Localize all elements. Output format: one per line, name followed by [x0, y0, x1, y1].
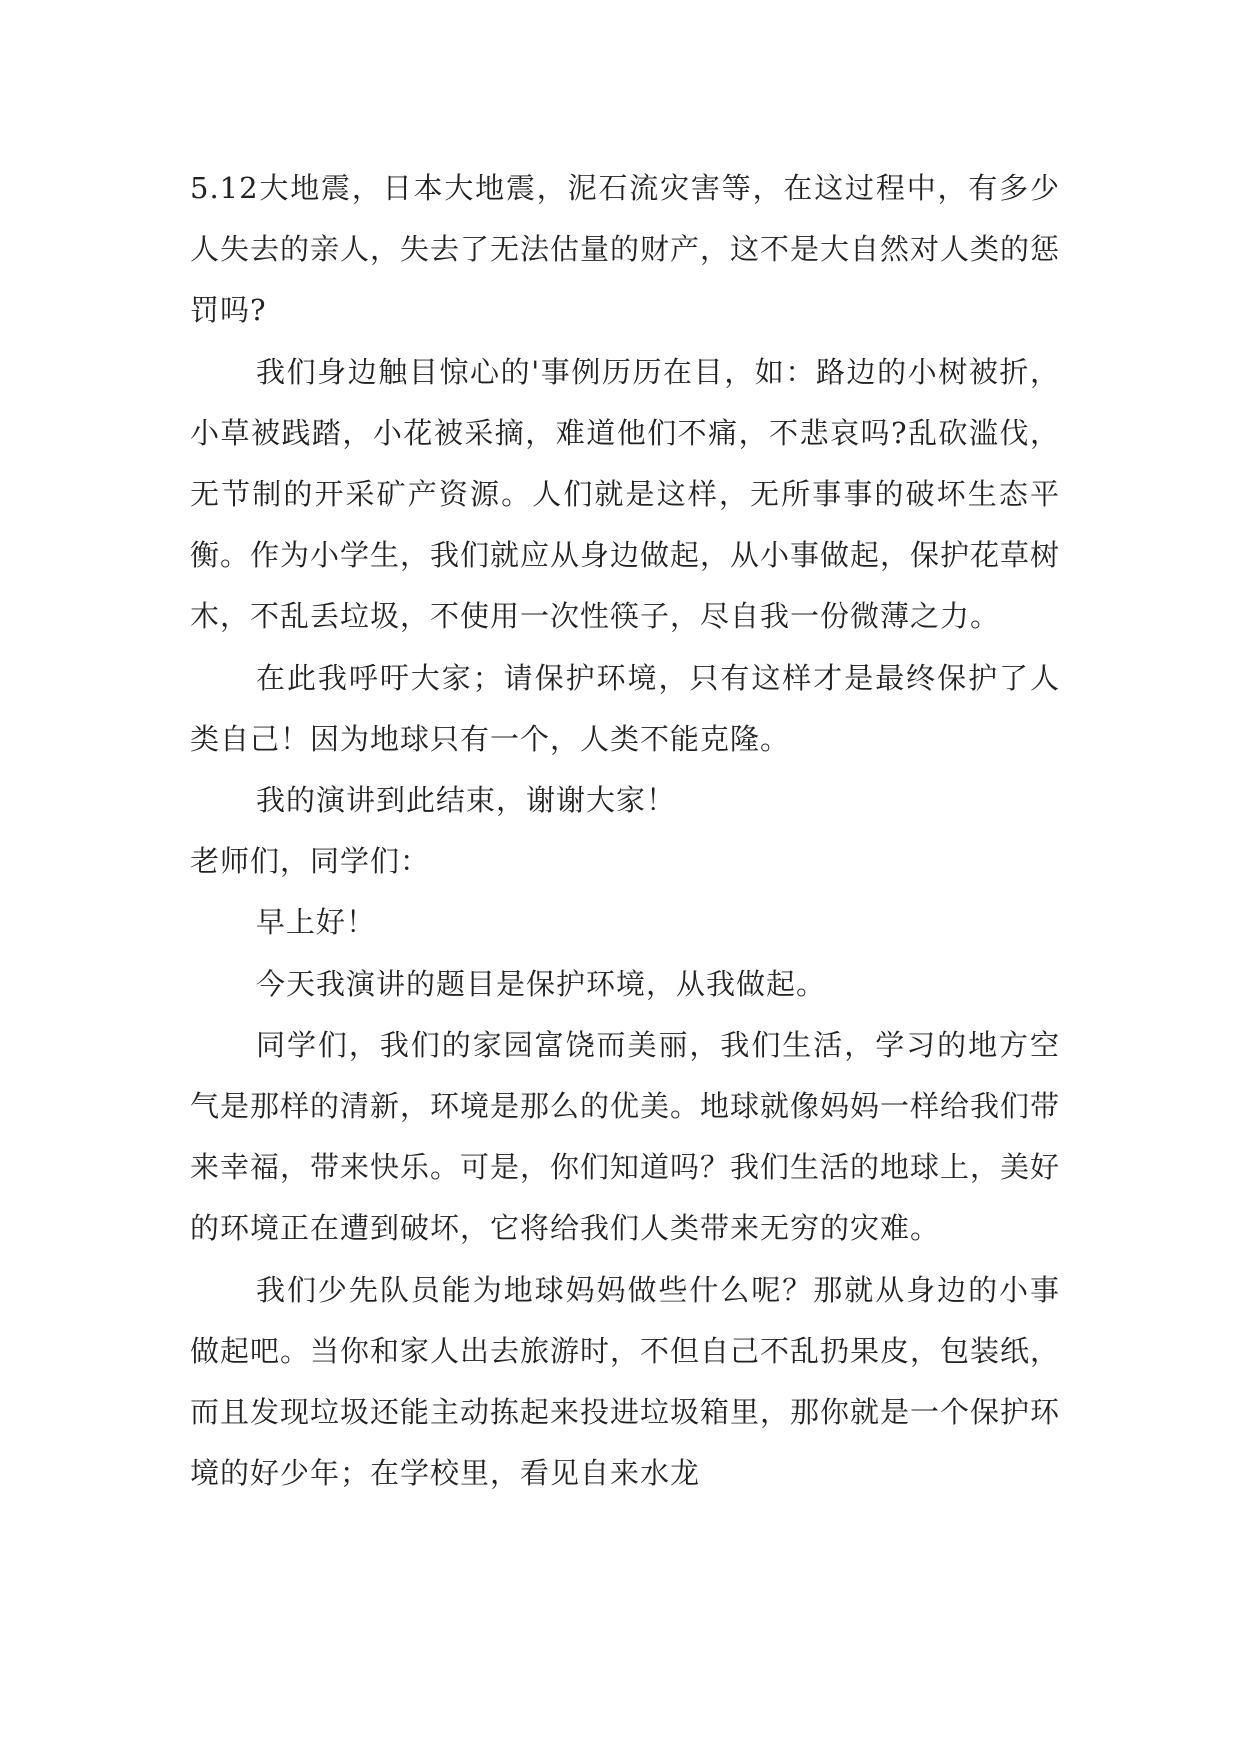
paragraph-homeland: 同学们，我们的家园富饶而美丽，我们生活，学习的地方空气是那样的清新，环境是那么的优美。地球就像妈妈一样给我们带来幸福，带来快乐。可是，你们知道吗？我们生活的地球上，美好的环境正在遭到破坏，它将给我们人类带来无穷的灾难。 [190, 1027, 1061, 1246]
paragraph-earthquake: 5.12大地震，日本大地震，泥石流灾害等，在这过程中，有多少人失去的亲人，失去了无法估量的财产，这不是大自然对人类的惩罚吗? [190, 171, 1061, 328]
paragraph-topic: 今天我演讲的题目是保护环境，从我做起。 [256, 966, 827, 1001]
paragraph-appeal: 在此我呼吁大家；请保护环境，只有这样才是最终保护了人类自己！因为地球只有一个，人类不能克隆。 [190, 660, 1060, 756]
paragraph-greeting: 早上好！ [256, 905, 377, 940]
paragraph-examples: 我们身边触目惊心的'事例历历在目，如：路边的小树被折，小草被践踏，小花被采摘，难道他们不痛，不悲哀吗?乱砍滥伐，无节制的开采矿产资源。人们就是这样，无所事事的破坏生态平衡。作为小学生，我们就应从身边做起，从小事做起，保护花草树木，不乱丢垃圾，不使用一次性筷子，尽自我一份微薄之力。 [190, 354, 1061, 634]
paragraph-closing: 我的演讲到此结束，谢谢大家！ [256, 783, 677, 818]
paragraph-small-things: 我们少先队员能为地球妈妈做些什么呢？那就从身边的小事做起吧。当你和家人出去旅游时，不但自己不乱扔果皮，包装纸，而且发现垃圾还能主动拣起来投进垃圾箱里，那你就是一个保护环境的好少年；在学校里，看见自来水龙 [190, 1272, 1061, 1491]
paragraph-salutation: 老师们，同学们： [190, 844, 431, 879]
document-body [190, 158, 1060, 1504]
